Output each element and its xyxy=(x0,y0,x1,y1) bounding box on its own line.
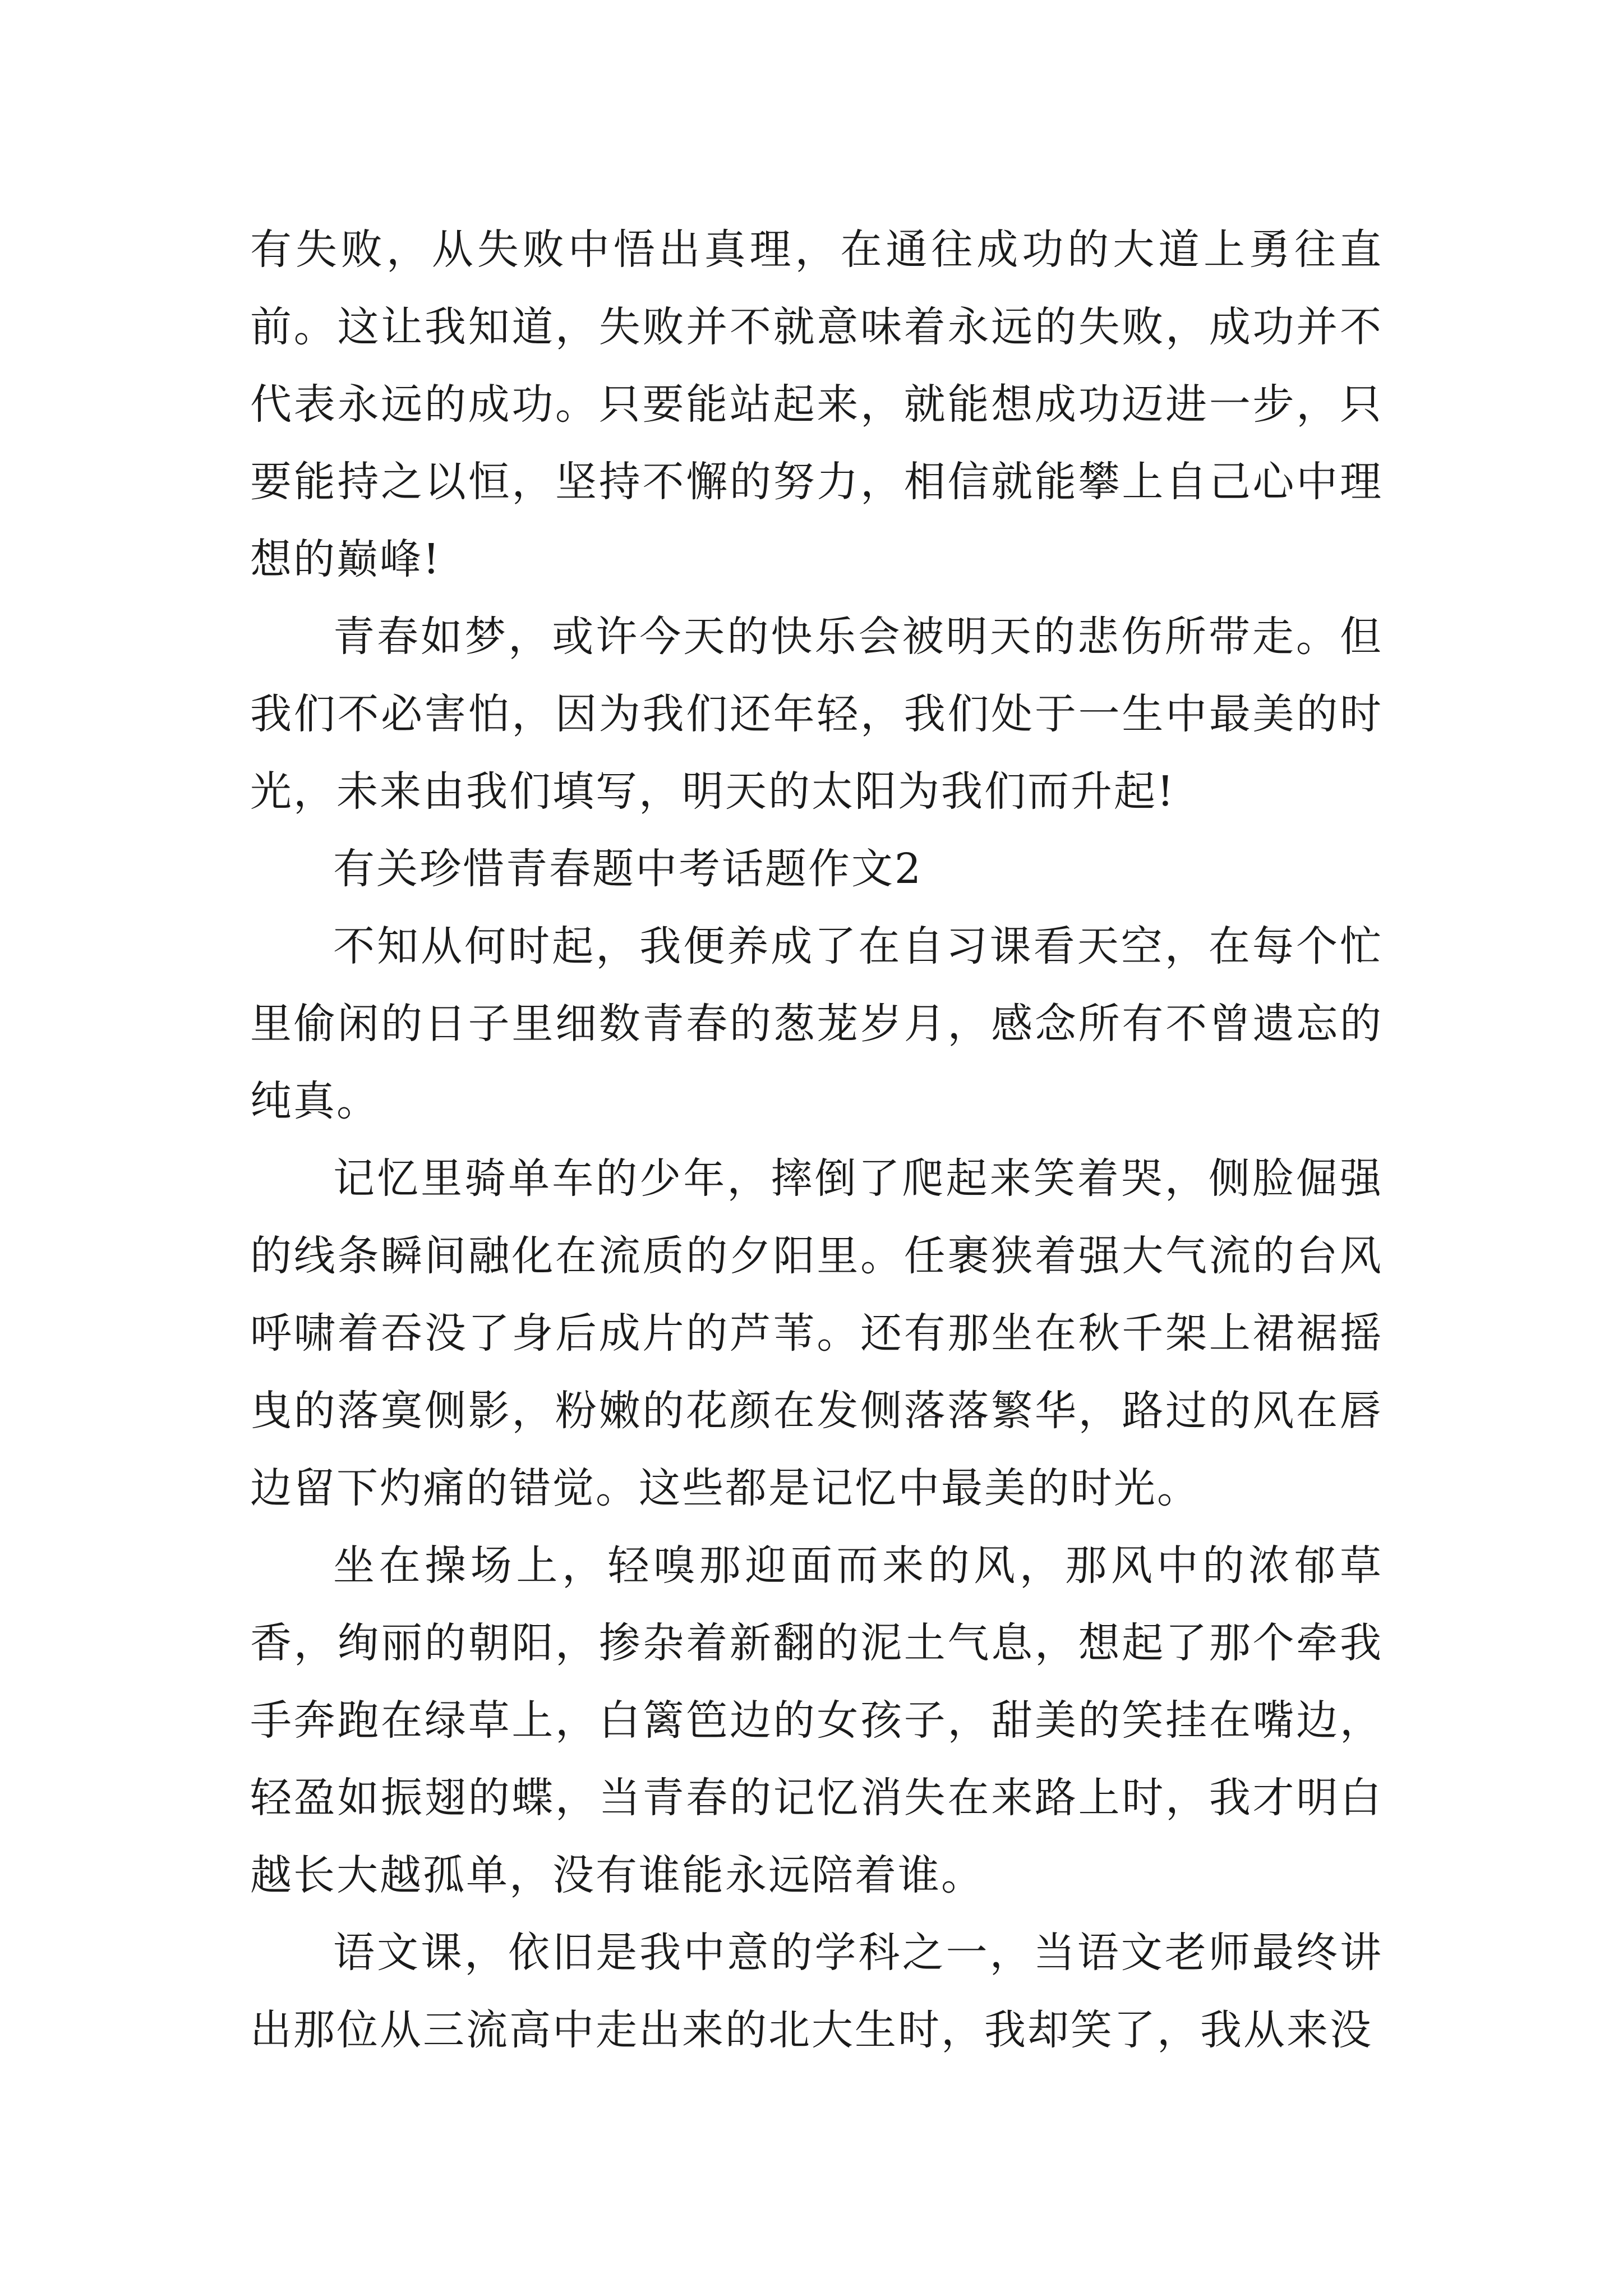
essay-title: 有关珍惜青春题中考话题作文2 xyxy=(333,845,923,893)
paragraph-playground: 坐在操场上，轻嗅那迎面而来的风，那风中的浓郁草香，绚丽的朝阳，掺杂着新翻的泥土气息，想起了那个牵我手奔跑在绿草上，白篱笆边的女孩子，甜美的笑挂在嘴边，轻盈如振翅的蝶，当青春的记忆消失在来路上时，我才明白越长大越孤单，没有谁能永远陪着谁。 xyxy=(250,1542,1383,1899)
paragraph-self-study: 不知从何时起，我便养成了在自习课看天空，在每个忙里偷闲的日子里细数青春的葱茏岁月，感念所有不曾遗忘的纯真。 xyxy=(250,922,1383,1125)
paragraph-continuation: 有失败，从失败中悟出真理，在通往成功的大道上勇往直前。这让我知道，失败并不就意味着永远的失败，成功并不代表永远的成功。只要能站起来，就能想成功迈进一步，只要能持之以恒，坚持不懈的努力，相信就能攀上自己心中理想的巅峰! xyxy=(250,226,1383,583)
paragraph-youth-dream: 青春如梦，或许今天的快乐会被明天的悲伤所带走。但我们不必害怕，因为我们还年轻，我们处于一生中最美的时光，未来由我们填写，明天的太阳为我们而升起! xyxy=(250,613,1383,816)
paragraph-chinese-class: 语文课，依旧是我中意的学科之一，当语文老师最终讲出那位从三流高中走出来的北大生时，我却笑了，我从来没 xyxy=(250,1929,1383,2054)
paragraph-memories: 记忆里骑单车的少年，摔倒了爬起来笑着哭，侧脸倔强的线条瞬间融化在流质的夕阳里。任裹狭着强大气流的台风呼啸着吞没了身后成片的芦苇。还有那坐在秋千架上裙裾摇曳的落寞侧影，粉嫩的花颜在发侧落落繁华，路过的风在唇边留下灼痛的错觉。这些都是记忆中最美的时光。 xyxy=(250,1154,1383,1512)
document-body xyxy=(250,211,1383,2069)
